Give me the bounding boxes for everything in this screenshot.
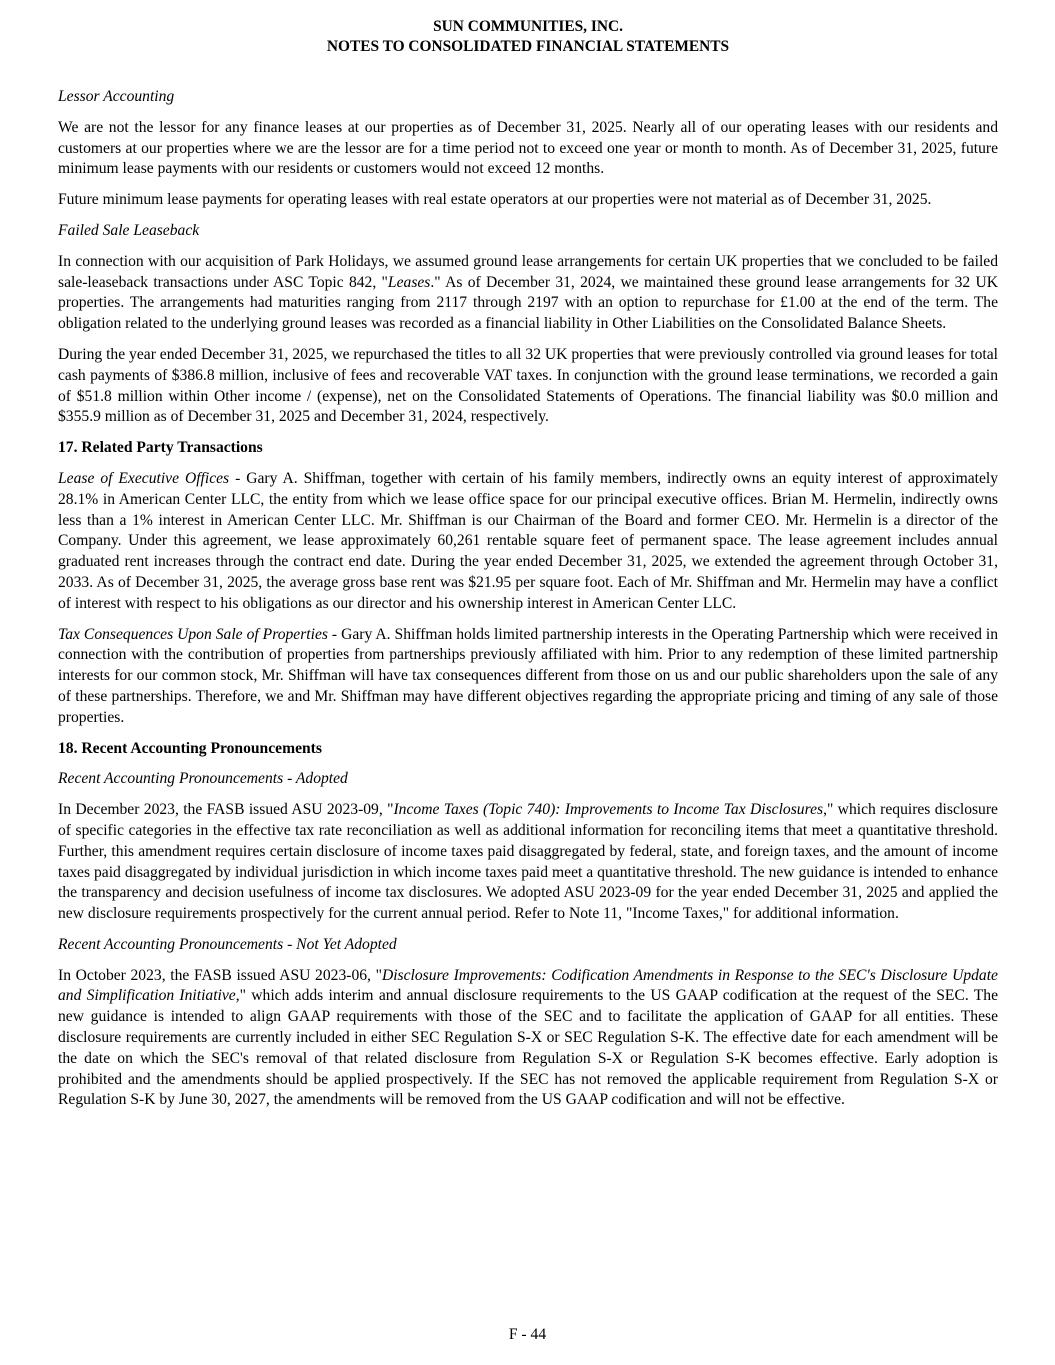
text-run: - Gary A. Shiffman holds limited partnership interests in the Operating Partnership which were received in connection with the contribution of properties from partnerships previously affiliated with him. Prior to any redemption of these limited partnership interests for our common stock, Mr. Shiffman will have tax consequences different from those on us and our public shareholders upon the sale of any of these partnerships. Therefore, we and Mr. Shiffman may have different objectives regarding the appropriate pricing and timing of any sale of those properties. [58, 625, 998, 726]
lessor-accounting-paragraph-2: Future minimum lease payments for operating leases with real estate operators at our properties were not material as of December 31, 2025. [58, 191, 932, 209]
text-run: ," which requires disclosure of specific categories in the effective tax rate reconciliation as well as additional information for reconciling items that meet a quantitative threshold. Further, this amendment requires certain disclosure of income taxes paid disaggregated by federal, state, and foreign taxes, and the amount of income taxes paid disaggregated by individual jurisdiction in which income taxes paid meet a quantitative threshold. The new guidance is intended to enhance the transparency and decision usefulness of income tax disclosures. We adopted ASU 2023-09 for the year ended December 31, 2025 and applied the new disclosure requirements prospectively for the current annual period. Refer to Note 11, "Income Taxes," for additional information. [58, 801, 998, 923]
page-number: F - 44 [508, 1326, 547, 1343]
lessor-accounting-paragraph-1: We are not the lessor for any finance leases at our properties as of December 31, 2025. Nearly all of our operating leases with our residents and customers at our properties where we are the lessor are for a time period not to exceed one year or month to month. As of December 31, 2025, future minimum lease payments with our residents or customers would not exceed 12 months. [58, 118, 998, 178]
adopted-paragraph [58, 800, 998, 925]
text-run: In December 2023, the FASB issued ASU 2023-09, " [58, 801, 394, 819]
text-run: ," which adds interim and annual disclosure requirements to the US GAAP codification at the request of the SEC. The new guidance is intended to align GAAP requirements with those of the SEC and to facilitate the application of GAAP for all entities. These disclosure requirements are currently included in either SEC Regulation S-X or SEC Regulation S-K. The effective date for each amendment will be the date on which the SEC's removal of that related disclosure from Regulation S-X or Regulation S-K becomes effective. Early adoption is prohibited and the amendments should be applied prospectively. If the SEC has not removed the applicable requirement from Regulation S-X or Regulation S-K by June 30, 2027, the amendments will be removed from the US GAAP codification and will not be effective. [58, 987, 998, 1109]
not-yet-adopted-heading: Recent Accounting Pronouncements - Not Yet Adopted [58, 935, 397, 953]
lease-executive-offices-paragraph [58, 469, 998, 615]
not-yet-adopted-paragraph [58, 966, 998, 1112]
text-run: In October 2023, the FASB issued ASU 2023-06, " [58, 966, 382, 984]
italic-lead: Tax Consequences Upon Sale of Properties [58, 625, 328, 643]
company-name: SUN COMMUNITIES, INC. [433, 18, 623, 35]
lessor-accounting-heading: Lessor Accounting [58, 88, 175, 105]
adopted-heading: Recent Accounting Pronouncements - Adopted [58, 770, 348, 788]
italic-title: Income Taxes (Topic 740): Improvements to Income Tax Disclosures [393, 801, 824, 819]
text-run: ." As of December 31, 2024, we maintained these ground lease arrangements for 32 UK properties. The arrangements had maturities ranging from 2117 through 2197 with an option to repurchase for £1.00 at the end of the term. The obligation related to the underlying ground leases was recorded as a financial liability in Other Liabilities on the Consolidated Balance Sheets. [58, 273, 998, 333]
failed-sale-leaseback-heading: Failed Sale Leaseback [58, 221, 200, 239]
document-page [58, 17, 998, 1111]
text-run: In connection with our acquisition of Park Holidays, we assumed ground lease arrangements for certain UK properties that we concluded to be failed sale-leaseback transactions under ASC Topic 842, " [58, 252, 998, 291]
italic-title: Disclosure Improvements: Codification Amendments in Response to the SEC's Disclosure Update and Simplification Initiative [58, 966, 998, 1005]
related-party-section-heading: 17. Related Party Transactions [58, 439, 263, 457]
failed-sale-leaseback-paragraph-2: During the year ended December 31, 2025, we repurchased the titles to all 32 UK properties that were previously controlled via ground leases for total cash payments of $386.8 million, inclusive of fees and recoverable VAT taxes. In conjunction with the ground lease terminations, we recorded a gain of $51.8 million within Other income / (expense), net on the Consolidated Statements of Operations. The financial liability was $0.0 million and $355.9 million as of December 31, 2025 and December 31, 2024, respectively. [58, 345, 998, 426]
document-title: NOTES TO CONSOLIDATED FINANCIAL STATEMENTS [326, 38, 730, 55]
text-run: - Gary A. Shiffman, together with certain of his family members, indirectly owns an equity interest of approximately 28.1% in American Center LLC, the entity from which we lease office space for our principal executive offices. Brian M. Hermelin, indirectly owns less than a 1% interest in American Center LLC. Mr. Shiffman is our Chairman of the Board and former CEO. Mr. Hermelin is a director of the Company. Under this agreement, we lease approximately 60,261 rentable square feet of permanent space. The lease agreement includes annual graduated rent increases through the contract end date. During the year ended December 31, 2025, we extended the agreement through October 31, 2033. As of December 31, 2025, the average gross base rent was $21.95 per square foot. Each of Mr. Shiffman and Mr. Hermelin may have a conflict of interest with respect to his obligations as our director and his ownership interest in American Center LLC. [58, 469, 999, 612]
tax-consequences-paragraph [58, 625, 998, 729]
italic-lead: Lease of Executive Offices [58, 469, 230, 487]
italic-term: Leases [387, 273, 431, 291]
recent-pronouncements-section-heading: 18. Recent Accounting Pronouncements [58, 739, 322, 757]
failed-sale-leaseback-paragraph-1 [58, 252, 998, 335]
